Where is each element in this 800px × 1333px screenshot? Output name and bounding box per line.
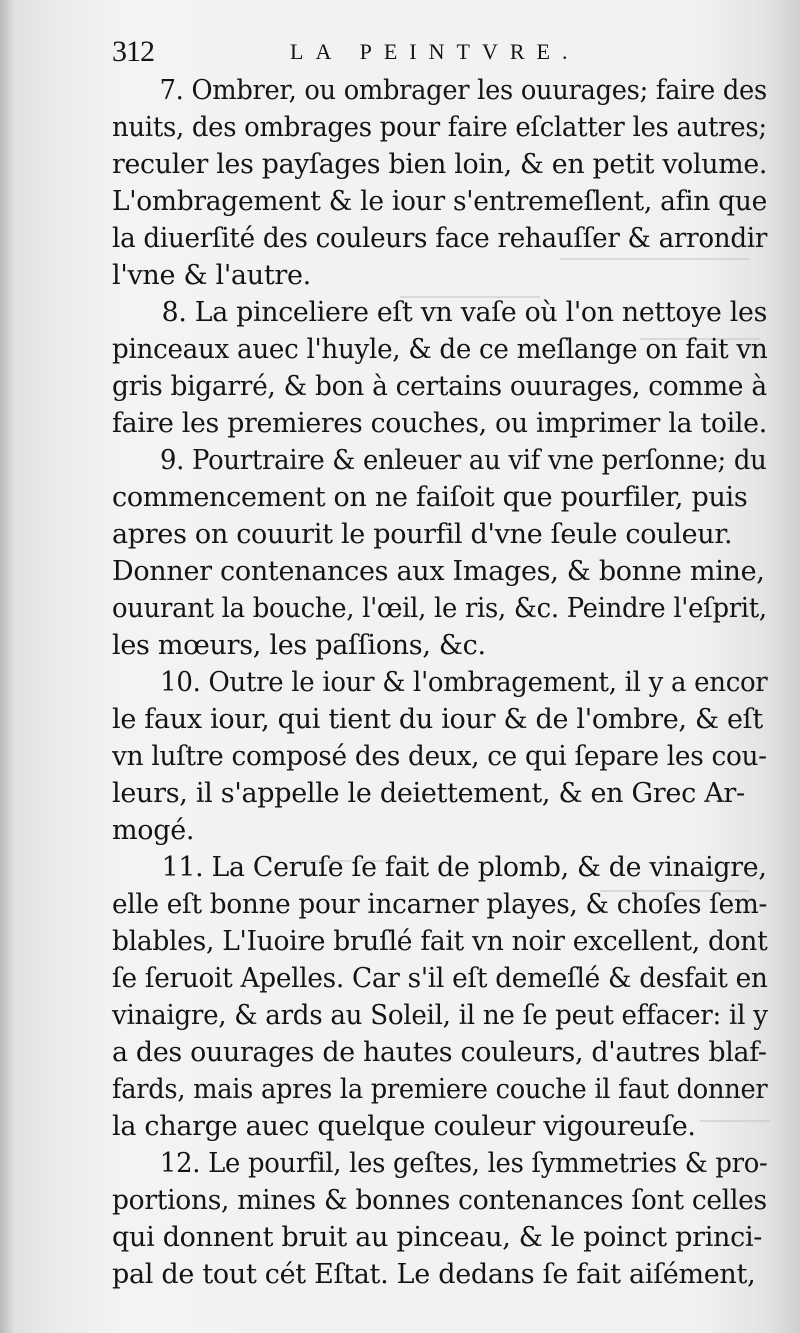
page-header: [112, 32, 752, 72]
text-line: les mœurs, les paſſions, &c.: [112, 630, 486, 661]
text-line: 9. Pourtraire & enleuer au vif vne perſonne; du: [159, 445, 767, 476]
text-line: 7. Ombrer, ou ombrager les ouurages; faire des: [159, 75, 767, 106]
page-gutter-shadow: [0, 0, 14, 1333]
text-line: vinaigre, & ards au Soleil, il ne ſe peut effacer: il y: [112, 1000, 768, 1031]
text-line: pal de tout cét Eſtat. Le dedans ſe fait aiſément,: [112, 1259, 756, 1290]
paragraph-9: [112, 442, 772, 664]
paragraph-8: [112, 294, 772, 442]
text-line: L'ombragement & le iour s'entremeſlent, afin que: [112, 186, 767, 217]
text-line: fards, mais apres la premiere couche il faut donner: [112, 1074, 768, 1105]
paragraph-12: [112, 1145, 772, 1293]
text-line: mogé.: [112, 815, 195, 846]
text-line: nuits, des ombrages pour faire eſclatter les autres;: [112, 112, 767, 143]
text-line: le faux iour, qui tient du iour & de l'ombre, & eſt: [112, 704, 763, 735]
paragraph-7: [112, 72, 772, 294]
text-line: 11. La Ceruſe ſe fait de plomb, & de vinaigre,: [161, 852, 767, 883]
text-line: vn luſtre composé des deux, ce qui ſepare les cou-: [112, 741, 767, 772]
text-line: Donner contenances aux Images, & bonne mine,: [112, 556, 765, 587]
paragraph-10: [112, 664, 772, 849]
text-line: ſe ſeruoit Apelles. Car s'il eſt demeſlé & desfait en: [112, 963, 768, 994]
text-line: 8. La pinceliere eſt vn vaſe où l'on nettoye les: [161, 297, 768, 328]
page-body: [112, 72, 772, 1293]
text-line: blables, L'Iuoire bruſlé fait vn noir excellent, dont: [112, 926, 768, 957]
text-line: portions, mines & bonnes contenances ſont celles: [112, 1185, 767, 1216]
text-line: gris bigarré, & bon à certains ouurages, comme à: [112, 371, 767, 402]
paragraph-11: [112, 849, 772, 1145]
text-line: faire les premieres couches, ou imprimer la toile.: [112, 408, 767, 439]
text-line: la diuerſité des couleurs face rehauſſer & arrondir: [112, 223, 768, 254]
running-title: LA PEINTVRE.: [290, 39, 580, 64]
text-line: commencement on ne faiſoit que pourfiler, puis: [112, 482, 748, 513]
text-line: 10. Outre le iour & l'ombragement, il y a encor: [160, 667, 768, 698]
text-line: 12. Le pourfil, les geſtes, les ſymmetries & pro-: [159, 1148, 768, 1179]
text-line: elle eſt bonne pour incarner playes, & choſes ſem-: [112, 889, 768, 920]
text-line: a des ouurages de hautes couleurs, d'autres blaf-: [112, 1037, 767, 1068]
text-line: reculer les payſages bien loin, & en petit volume.: [112, 149, 768, 180]
text-line: apres on couurit le pourfil d'vne ſeule couleur.: [112, 519, 733, 550]
text-line: pinceaux auec l'huyle, & de ce meſlange on fait vn: [112, 334, 768, 365]
text-line: qui donnent bruit au pinceau, & le poinct princi-: [112, 1222, 763, 1253]
page-number: 312: [112, 35, 154, 68]
text-line: l'vne & l'autre.: [112, 260, 311, 291]
text-line: la charge auec quelque couleur vigoureuſe.: [112, 1111, 696, 1142]
text-line: leurs, il s'appelle le deiettement, & en Grec Ar-: [112, 778, 745, 809]
text-line: ouurant la bouche, l'œil, le ris, &c. Peindre l'eſprit,: [112, 593, 767, 624]
